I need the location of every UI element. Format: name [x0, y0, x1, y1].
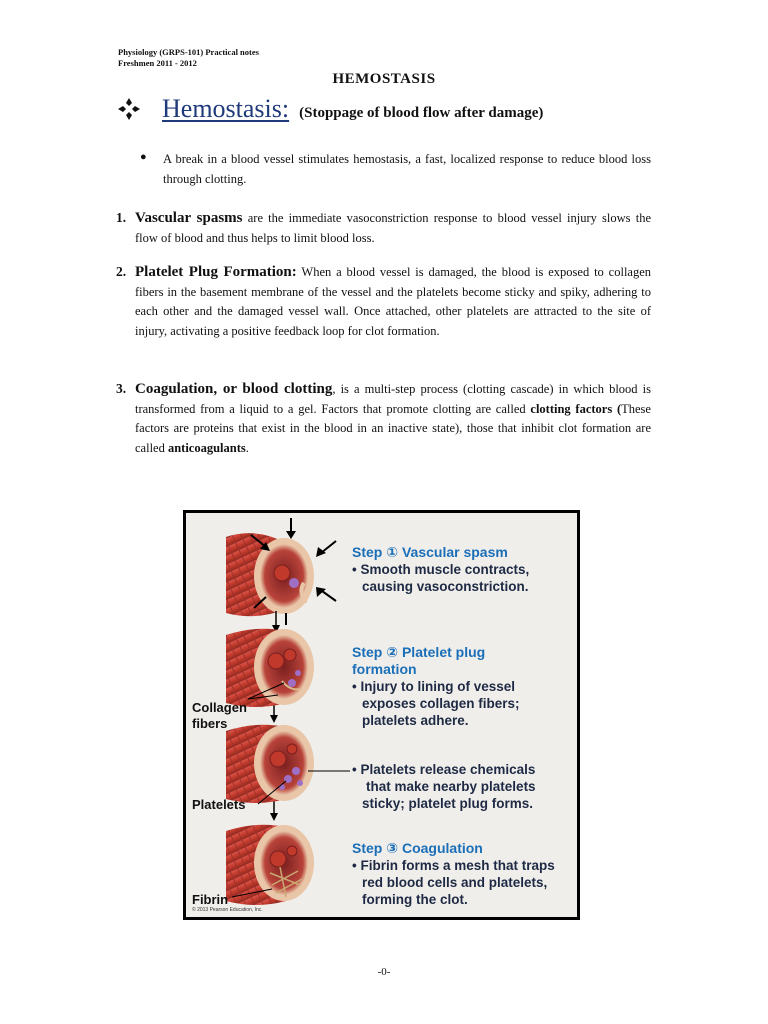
item-text: .	[245, 440, 249, 455]
step3-line1: • Fibrin forms a mesh that traps	[352, 858, 555, 873]
item-coagulation	[135, 380, 651, 458]
label-platelets: Platelets	[192, 797, 246, 812]
step2b-line2: that make nearby platelets	[366, 779, 536, 794]
step2b-line1: • Platelets release chemicals	[352, 762, 536, 777]
item-text: When a blood vessel is damaged, the blood is exposed to collagen fibers in the basement membrane of the vessel and the platelets become sticky and spiky, adhering to each other and the damaged vessel wall. Once attached, other platelets are attracted to the site of injury, activating a positive feedback loop for clot formation.	[135, 265, 652, 338]
vessel-step2b	[226, 725, 314, 803]
vessel-step2	[226, 629, 314, 707]
item-text: These factors are proteins that exist in the blood in an inactive state), those that inhibit clot formation are called	[135, 401, 651, 455]
item-vascular-spasms	[135, 209, 651, 248]
vessel-step3	[226, 825, 314, 905]
hemostasis-figure	[183, 510, 580, 920]
item-number: 3.	[116, 381, 127, 396]
step3-line2: red blood cells and platelets,	[362, 875, 548, 890]
step2-line2: exposes collagen fibers;	[362, 696, 520, 711]
diamond-bullet-icon	[118, 98, 140, 120]
item-text: are the immediate vasoconstriction response to blood vessel injury slows the flow of blood and thus helps to limit blood loss.	[135, 211, 652, 245]
item-term: Vascular spasms	[135, 210, 243, 226]
step2-title: Step ② Platelet plug	[352, 644, 486, 660]
document-header	[118, 47, 259, 69]
item-term: Coagulation, or blood clotting	[135, 381, 333, 397]
clotting-factors-term: clotting factors (	[530, 401, 622, 416]
item-text: , is a multi-step process (clotting cascade) in which blood is transformed from a liquid to a gel. Factors that promote clotting are called	[135, 382, 651, 416]
vessel-step1	[226, 518, 336, 625]
figure-copyright: © 2013 Pearson Education, Inc.	[192, 907, 263, 913]
step2b-line3: sticky; platelet plug forms.	[362, 796, 534, 811]
section-heading	[118, 94, 543, 124]
heading-title: Hemostasis:	[162, 94, 290, 123]
item-number: 1.	[116, 210, 127, 225]
label-collagen-fibers: fibers	[192, 716, 228, 731]
step1-line2: causing vasoconstriction.	[362, 579, 529, 594]
label-collagen: Collagen	[192, 700, 247, 715]
step1-title: Step ① Vascular spasm	[352, 544, 508, 560]
header-year: Freshmen 2011 - 2012	[118, 58, 197, 68]
label-fibrin: Fibrin	[192, 892, 229, 907]
item-term: Platelet Plug Formation:	[135, 264, 297, 280]
anticoagulants-term: anticoagulants	[167, 440, 246, 455]
page-title: HEMOSTASIS	[332, 71, 436, 87]
heading-subtitle: (Stoppage of blood flow after damage)	[299, 105, 544, 121]
page-number: -0-	[377, 966, 391, 978]
bullet-paragraph: A break in a blood vessel stimulates hemostasis, a fast, localized response to reduce blood loss through clotting.	[163, 152, 651, 186]
step3-line3: forming the clot.	[362, 892, 468, 907]
step2-line1: • Injury to lining of vessel	[352, 679, 516, 694]
item-number: 2.	[116, 264, 127, 279]
step2-line3: platelets adhere.	[362, 713, 469, 728]
step2-title-cont: formation	[352, 661, 417, 677]
bullet-dot-icon: ●	[140, 151, 147, 163]
step3-title: Step ③ Coagulation	[352, 840, 483, 856]
header-course: Physiology (GRPS-101) Practical notes	[118, 47, 259, 57]
step1-line1: • Smooth muscle contracts,	[352, 562, 530, 577]
item-platelet-plug	[135, 263, 651, 341]
